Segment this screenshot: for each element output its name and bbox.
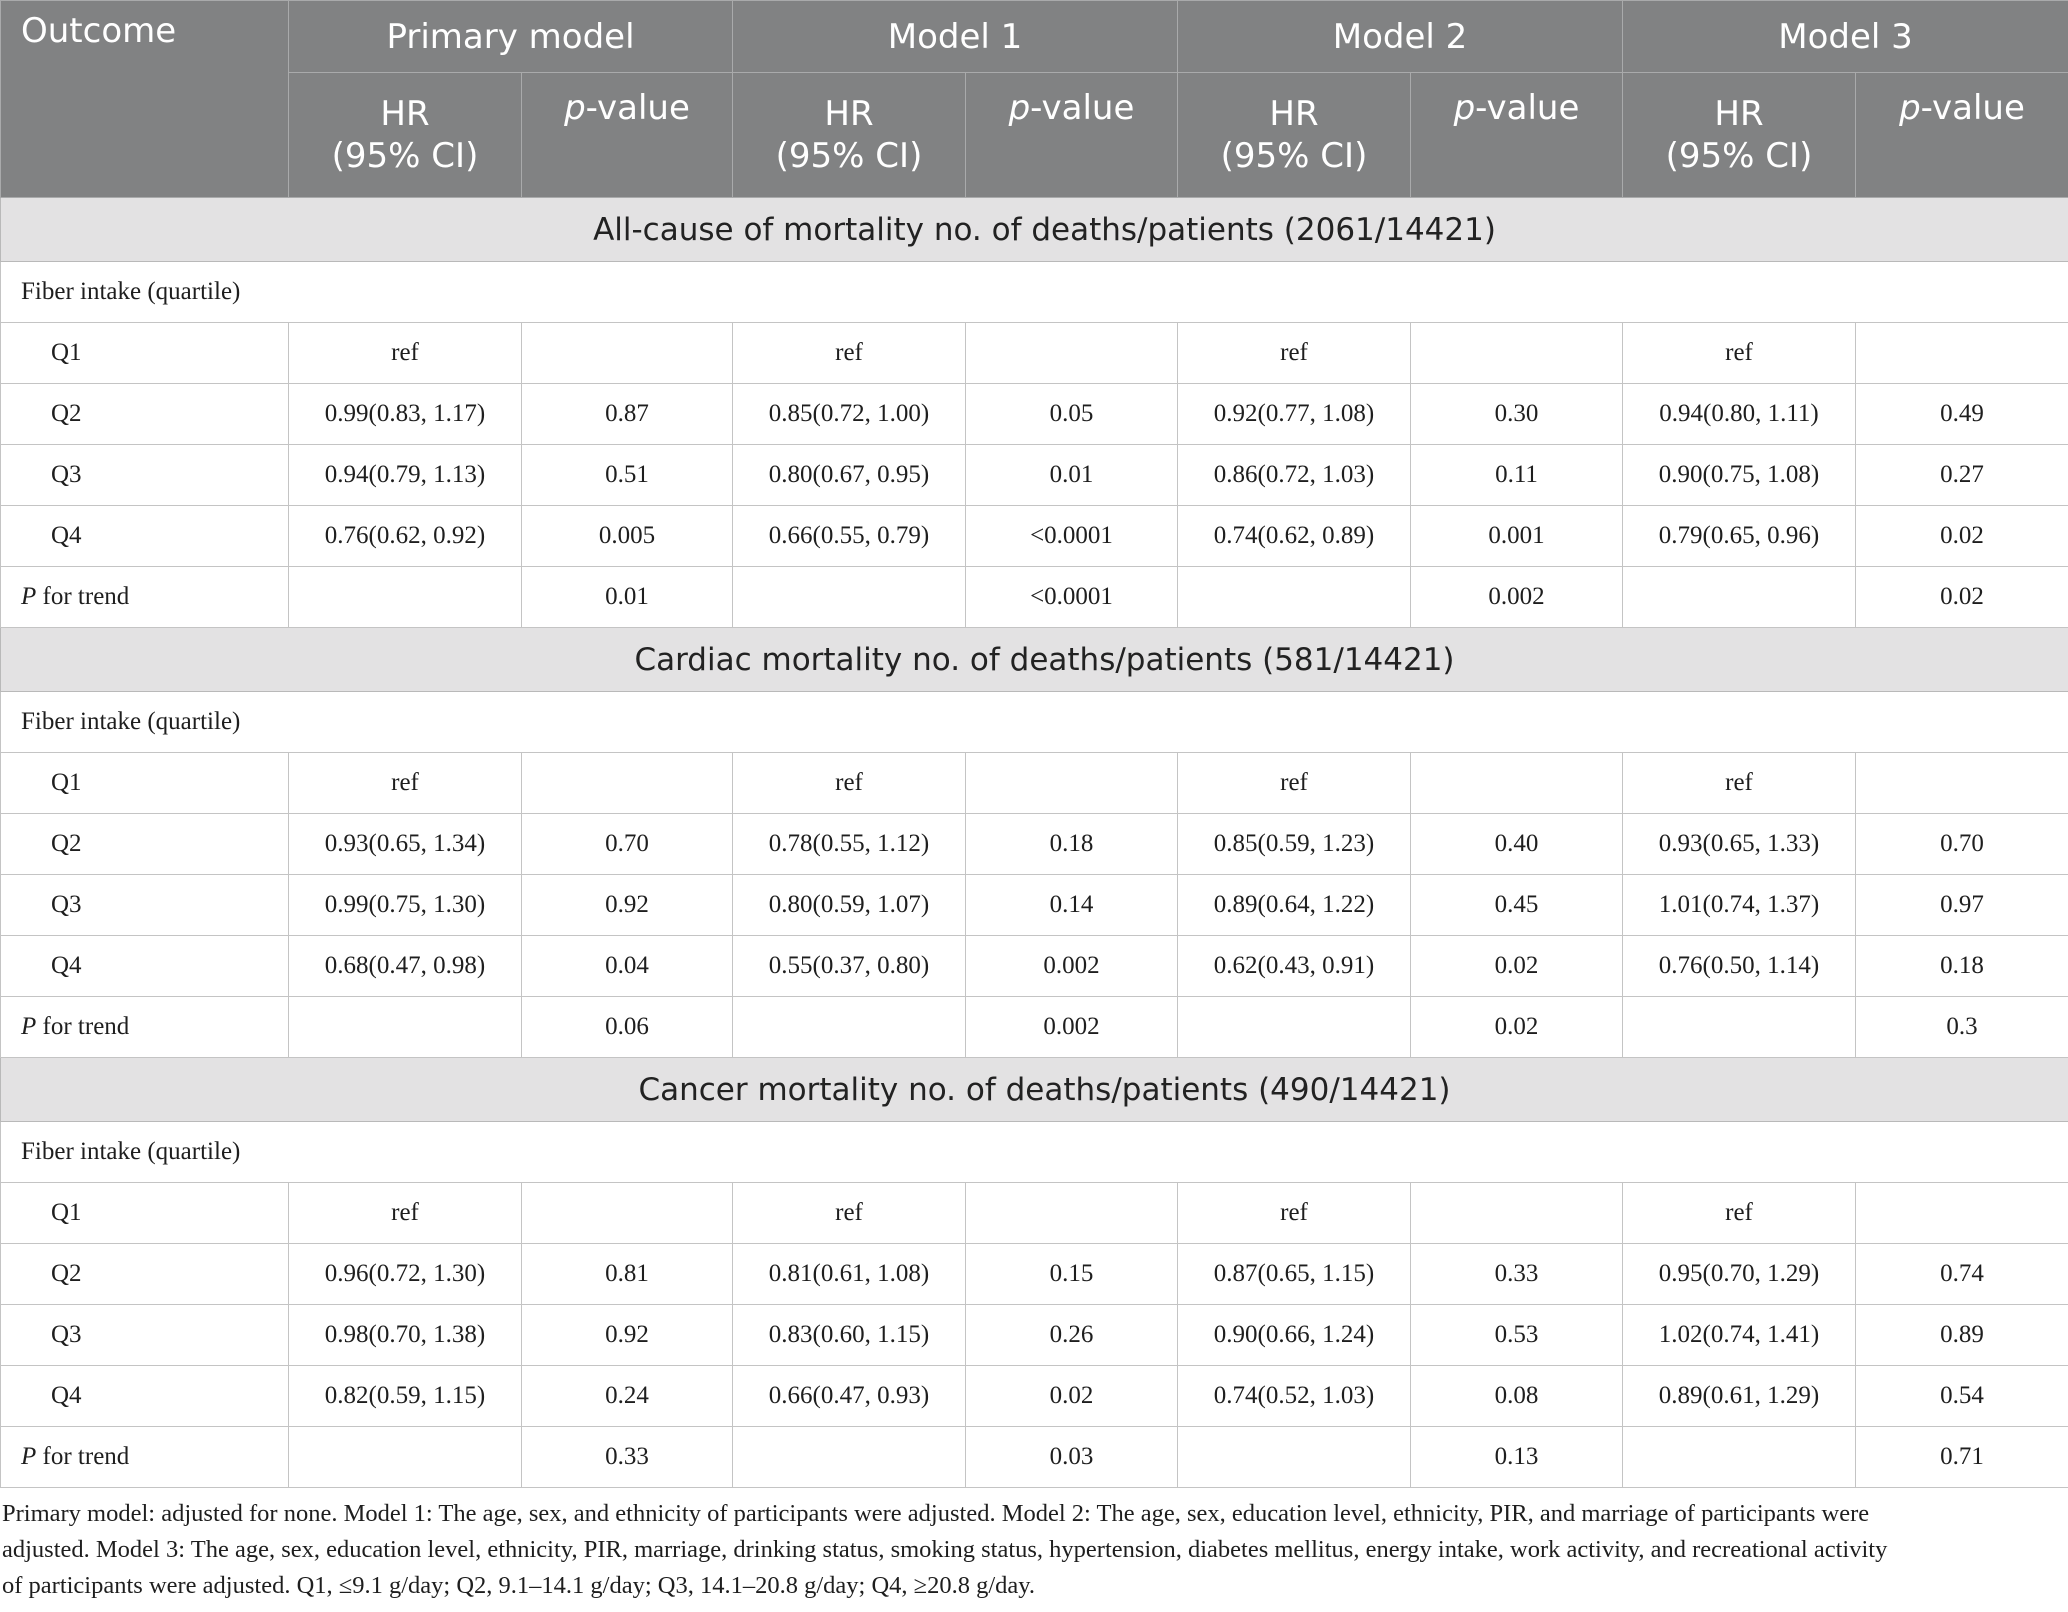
hr-cell: 0.66(0.55, 0.79) (733, 506, 966, 567)
quartile-label: Q4 (1, 1366, 289, 1427)
hr-cell: 0.99(0.75, 1.30) (289, 875, 522, 936)
quartile-label: Q1 (1, 323, 289, 384)
p-value-cell: 0.30 (1411, 384, 1623, 445)
hr-cell: 0.79(0.65, 0.96) (1623, 506, 1856, 567)
p-value-cell: 0.49 (1856, 384, 2068, 445)
hr-cell: 0.86(0.72, 1.03) (1178, 445, 1411, 506)
table-row (1, 875, 2068, 936)
hr-cell: 0.68(0.47, 0.98) (289, 936, 522, 997)
p-value-cell: 0.06 (522, 997, 733, 1058)
section-header-row (1, 198, 2068, 262)
subheader-label: Fiber intake (quartile) (1, 692, 2068, 753)
hr-cell: 0.93(0.65, 1.33) (1623, 814, 1856, 875)
hr-cell: 0.93(0.65, 1.34) (289, 814, 522, 875)
hr-cell: ref (733, 753, 966, 814)
p-value-cell (522, 1183, 733, 1244)
hr-cell: 0.82(0.59, 1.15) (289, 1366, 522, 1427)
p-value-cell: 0.14 (966, 875, 1178, 936)
quartile-label: Q3 (1, 875, 289, 936)
trend-row (1, 567, 2068, 628)
trend-label-text: for trend (36, 1443, 130, 1470)
table-footnote (0, 1496, 2062, 1604)
table-row (1, 753, 2068, 814)
hr-cell: 0.81(0.61, 1.08) (733, 1244, 966, 1305)
trend-label (1, 1427, 289, 1488)
p-value-cell: 0.002 (966, 936, 1178, 997)
p-value-cell: 0.3 (1856, 997, 2068, 1058)
hr-cell (1178, 567, 1411, 628)
hr-cell (1178, 1427, 1411, 1488)
p-value-cell: 0.26 (966, 1305, 1178, 1366)
table-row (1, 936, 2068, 997)
p-value-cell: <0.0001 (966, 567, 1178, 628)
p-value-cell: 0.01 (966, 445, 1178, 506)
hr-cell: 0.90(0.75, 1.08) (1623, 445, 1856, 506)
quartile-label: Q1 (1, 753, 289, 814)
hr-cell: ref (1178, 323, 1411, 384)
outcome-header: Outcome (1, 1, 289, 198)
hr-cell: ref (1623, 1183, 1856, 1244)
hr-cell: 0.96(0.72, 1.30) (289, 1244, 522, 1305)
trend-label-p: P (21, 583, 37, 610)
p-value-cell: 0.01 (522, 567, 733, 628)
table-row (1, 1244, 2068, 1305)
p-value-cell: 0.71 (1856, 1427, 2068, 1488)
p-value-cell: <0.0001 (966, 506, 1178, 567)
p-value-cell (1856, 323, 2068, 384)
hr-cell: 0.83(0.60, 1.15) (733, 1305, 966, 1366)
p-value-cell: 0.03 (966, 1427, 1178, 1488)
p-value-cell: 0.70 (522, 814, 733, 875)
section-header-row (1, 628, 2068, 692)
hr-cell: 0.90(0.66, 1.24) (1178, 1305, 1411, 1366)
table-row (1, 384, 2068, 445)
section-title: Cardiac mortality no. of deaths/patients (581/14421) (1, 628, 2068, 692)
p-value-cell (966, 323, 1178, 384)
hr-cell: 0.66(0.47, 0.93) (733, 1366, 966, 1427)
p-value-cell: 0.02 (966, 1366, 1178, 1427)
hr-cell (289, 997, 522, 1058)
p-value-cell: 0.002 (966, 997, 1178, 1058)
trend-label-p: P (21, 1013, 37, 1040)
table-row (1, 1183, 2068, 1244)
hr-cell: 0.80(0.59, 1.07) (733, 875, 966, 936)
hr-header: HR (95% CI) (1178, 73, 1411, 198)
quartile-label: Q2 (1, 814, 289, 875)
hr-cell: 0.85(0.72, 1.00) (733, 384, 966, 445)
hr-cell: ref (733, 1183, 966, 1244)
footnote-line: of participants were adjusted. Q1, ≤9.1 g/day; Q2, 9.1–14.1 g/day; Q3, 14.1–20.8 g/day; Q4, ≥20.8 g/day. (2, 1572, 1036, 1599)
hr-header: HR (95% CI) (733, 73, 966, 198)
quartile-label: Q1 (1, 1183, 289, 1244)
p-value-cell: 0.15 (966, 1244, 1178, 1305)
table-row (1, 445, 2068, 506)
footnote-line: adjusted. Model 3: The age, sex, education level, ethnicity, PIR, marriage, drinking status, smoking status, hypertension, diabetes mellitus, energy intake, work activity, and recreational activity (2, 1536, 1888, 1563)
hr-cell (289, 567, 522, 628)
hr-header: HR (95% CI) (289, 73, 522, 198)
hr-cell: 0.92(0.77, 1.08) (1178, 384, 1411, 445)
p-value-cell (1411, 753, 1623, 814)
p-value-cell: 0.51 (522, 445, 733, 506)
p-value-cell: 0.02 (1856, 506, 2068, 567)
hr-cell (1623, 997, 1856, 1058)
p-value-cell: 0.02 (1411, 997, 1623, 1058)
trend-label-text: for trend (36, 583, 130, 610)
p-value-cell: 0.18 (1856, 936, 2068, 997)
p-value-cell (1411, 323, 1623, 384)
p-value-cell: 0.27 (1856, 445, 2068, 506)
hr-cell: 0.89(0.61, 1.29) (1623, 1366, 1856, 1427)
table-body (1, 198, 2068, 1488)
p-value-header: p-value (1856, 73, 2068, 198)
quartile-label: Q2 (1, 384, 289, 445)
footnote-line: Primary model: adjusted for none. Model 1: The age, sex, and ethnicity of participants were adjusted. Model 2: The age, sex, education level, ethnicity, PIR, and marriage of participants were (2, 1500, 1870, 1527)
p-value-cell: 0.53 (1411, 1305, 1623, 1366)
p-value-cell: 0.81 (522, 1244, 733, 1305)
p-value-cell: 0.87 (522, 384, 733, 445)
hr-cell: ref (1623, 753, 1856, 814)
hr-cell: ref (289, 323, 522, 384)
trend-label-p: P (21, 1443, 37, 1470)
hr-cell: 0.55(0.37, 0.80) (733, 936, 966, 997)
hr-cell: ref (289, 1183, 522, 1244)
p-value-cell: 0.54 (1856, 1366, 2068, 1427)
hr-cell: 0.76(0.50, 1.14) (1623, 936, 1856, 997)
hr-cell: 0.94(0.79, 1.13) (289, 445, 522, 506)
p-value-cell: 0.18 (966, 814, 1178, 875)
p-value-cell: 0.40 (1411, 814, 1623, 875)
hr-cell (289, 1427, 522, 1488)
hr-cell (1178, 997, 1411, 1058)
p-value-cell: 0.13 (1411, 1427, 1623, 1488)
model-header-1: Model 1 (733, 1, 1178, 73)
section-title: All-cause of mortality no. of deaths/patients (2061/14421) (1, 198, 2068, 262)
hr-cell (733, 997, 966, 1058)
hr-cell: 0.89(0.64, 1.22) (1178, 875, 1411, 936)
hr-cell: 0.62(0.43, 0.91) (1178, 936, 1411, 997)
p-value-cell (1856, 753, 2068, 814)
p-value-cell: 0.001 (1411, 506, 1623, 567)
trend-row (1, 997, 2068, 1058)
p-value-cell: 0.92 (522, 1305, 733, 1366)
trend-label (1, 997, 289, 1058)
p-value-cell: 0.33 (522, 1427, 733, 1488)
quartile-label: Q4 (1, 506, 289, 567)
p-value-cell: 0.24 (522, 1366, 733, 1427)
subheader-row (1, 1122, 2068, 1183)
model-header-3: Model 3 (1623, 1, 2068, 73)
subheader-row (1, 262, 2068, 323)
hr-cell: 0.94(0.80, 1.11) (1623, 384, 1856, 445)
hr-cell (733, 1427, 966, 1488)
p-value-cell: 0.02 (1856, 567, 2068, 628)
p-value-cell: 0.08 (1411, 1366, 1623, 1427)
trend-label (1, 567, 289, 628)
p-value-cell: 0.02 (1411, 936, 1623, 997)
p-value-cell: 0.74 (1856, 1244, 2068, 1305)
p-value-cell (966, 1183, 1178, 1244)
p-value-cell (1856, 1183, 2068, 1244)
hr-cell: ref (733, 323, 966, 384)
p-value-cell (966, 753, 1178, 814)
quartile-label: Q3 (1, 445, 289, 506)
hr-cell: 0.74(0.62, 0.89) (1178, 506, 1411, 567)
quartile-label: Q3 (1, 1305, 289, 1366)
table-row (1, 814, 2068, 875)
hr-cell: 0.99(0.83, 1.17) (289, 384, 522, 445)
hr-cell: 0.87(0.65, 1.15) (1178, 1244, 1411, 1305)
p-value-cell: 0.92 (522, 875, 733, 936)
p-value-cell: 0.11 (1411, 445, 1623, 506)
hr-cell: 0.80(0.67, 0.95) (733, 445, 966, 506)
model-header-primary: Primary model (289, 1, 733, 73)
hr-cell: 0.95(0.70, 1.29) (1623, 1244, 1856, 1305)
table-row (1, 323, 2068, 384)
p-value-cell (1411, 1183, 1623, 1244)
p-value-cell: 0.002 (1411, 567, 1623, 628)
table-row (1, 1305, 2068, 1366)
table-header (1, 1, 2068, 198)
hr-cell: ref (1178, 1183, 1411, 1244)
hr-header: HR (95% CI) (1623, 73, 1856, 198)
hr-cell: 0.74(0.52, 1.03) (1178, 1366, 1411, 1427)
section-title: Cancer mortality no. of deaths/patients (490/14421) (1, 1058, 2068, 1122)
hr-cell (1623, 567, 1856, 628)
hr-cell: 0.76(0.62, 0.92) (289, 506, 522, 567)
p-value-cell: 0.97 (1856, 875, 2068, 936)
trend-label-text: for trend (36, 1013, 130, 1040)
table-row (1, 506, 2068, 567)
p-value-cell: 0.05 (966, 384, 1178, 445)
hr-cell (1623, 1427, 1856, 1488)
hr-cell: 0.78(0.55, 1.12) (733, 814, 966, 875)
hr-cell: 1.01(0.74, 1.37) (1623, 875, 1856, 936)
p-value-cell: 0.33 (1411, 1244, 1623, 1305)
hr-cell: ref (1623, 323, 1856, 384)
p-value-header: p-value (1411, 73, 1623, 198)
quartile-label: Q4 (1, 936, 289, 997)
hr-cell: 0.98(0.70, 1.38) (289, 1305, 522, 1366)
p-value-cell (522, 753, 733, 814)
model-header-2: Model 2 (1178, 1, 1623, 73)
p-value-cell: 0.04 (522, 936, 733, 997)
section-header-row (1, 1058, 2068, 1122)
p-value-cell: 0.45 (1411, 875, 1623, 936)
trend-row (1, 1427, 2068, 1488)
p-value-cell: 0.89 (1856, 1305, 2068, 1366)
p-value-header: p-value (522, 73, 733, 198)
p-value-header: p-value (966, 73, 1178, 198)
quartile-label: Q2 (1, 1244, 289, 1305)
hr-cell (733, 567, 966, 628)
subheader-row (1, 692, 2068, 753)
hr-cell: ref (289, 753, 522, 814)
subheader-label: Fiber intake (quartile) (1, 262, 2068, 323)
hr-cell: 0.85(0.59, 1.23) (1178, 814, 1411, 875)
p-value-cell (522, 323, 733, 384)
hr-cell: ref (1178, 753, 1411, 814)
p-value-cell: 0.005 (522, 506, 733, 567)
subheader-label: Fiber intake (quartile) (1, 1122, 2068, 1183)
table-row (1, 1366, 2068, 1427)
hr-cell: 1.02(0.74, 1.41) (1623, 1305, 1856, 1366)
p-value-cell: 0.70 (1856, 814, 2068, 875)
